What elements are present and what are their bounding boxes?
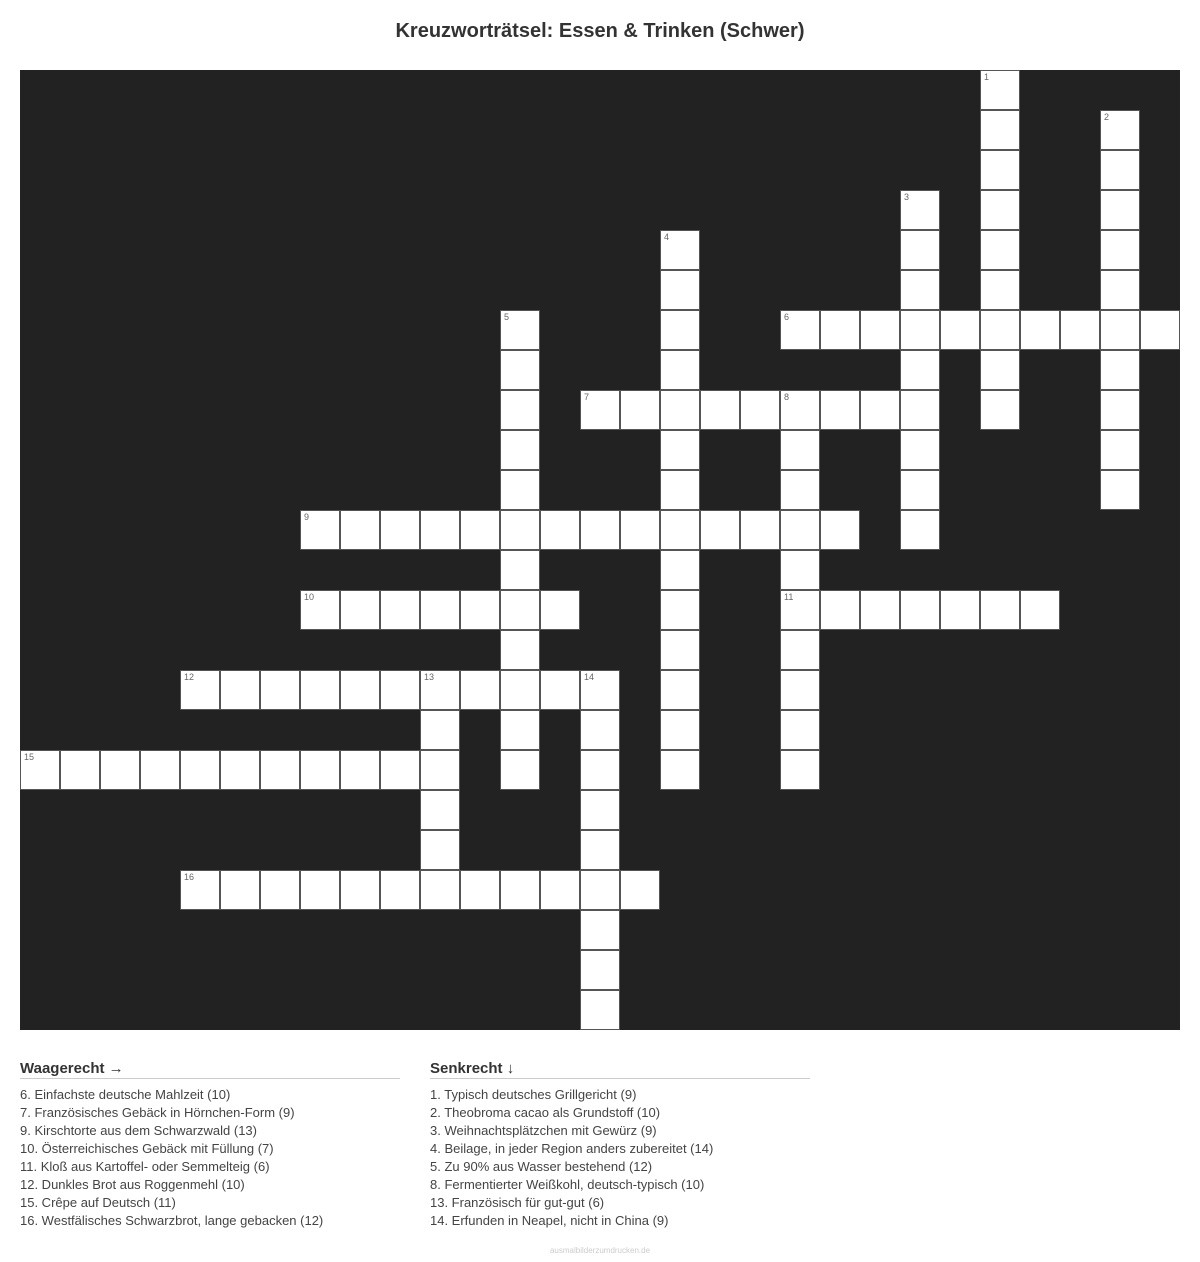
- clue-number: 10: [304, 592, 315, 602]
- crossword-cell[interactable]: [340, 510, 380, 550]
- crossword-cell[interactable]: [540, 870, 580, 910]
- crossword-cell[interactable]: [580, 390, 620, 430]
- crossword-cell[interactable]: [220, 750, 260, 790]
- crossword-cell[interactable]: [580, 950, 620, 990]
- clue-number: 13: [424, 672, 435, 682]
- crossword-cell[interactable]: [580, 790, 620, 830]
- crossword-cell[interactable]: [420, 590, 460, 630]
- crossword-cell[interactable]: [1100, 270, 1140, 310]
- crossword-cell[interactable]: [980, 150, 1020, 190]
- down-clue: 2. Theobroma cacao als Grundstoff (10): [430, 1105, 661, 1120]
- crossword-cell[interactable]: [980, 590, 1020, 630]
- crossword-cell[interactable]: [340, 870, 380, 910]
- clue-number: 7: [584, 392, 590, 402]
- crossword-cell[interactable]: [980, 310, 1020, 350]
- clue-number: 8: [784, 392, 790, 402]
- crossword-cell[interactable]: [1100, 190, 1140, 230]
- crossword-cell[interactable]: [620, 510, 660, 550]
- crossword-cell[interactable]: [500, 670, 540, 710]
- crossword-cell[interactable]: [220, 670, 260, 710]
- crossword-cell[interactable]: [900, 430, 940, 470]
- crossword-cell[interactable]: [340, 750, 380, 790]
- clue-number: 2: [1104, 112, 1110, 122]
- across-clue: 7. Französisches Gebäck in Hörnchen-Form (9): [20, 1105, 295, 1120]
- crossword-cell[interactable]: [660, 710, 700, 750]
- across-clue: 10. Österreichisches Gebäck mit Füllung (7): [20, 1141, 274, 1156]
- crossword-cell[interactable]: [1100, 430, 1140, 470]
- crossword-cell[interactable]: [860, 590, 900, 630]
- crossword-cell[interactable]: [500, 750, 540, 790]
- crossword-cell[interactable]: [500, 470, 540, 510]
- crossword-cell[interactable]: [260, 750, 300, 790]
- clue-number: 9: [304, 512, 310, 522]
- crossword-cell[interactable]: [420, 790, 460, 830]
- crossword-cell[interactable]: [260, 670, 300, 710]
- crossword-cell[interactable]: [660, 630, 700, 670]
- crossword-cell[interactable]: [660, 470, 700, 510]
- crossword-cell[interactable]: [580, 910, 620, 950]
- crossword-cell[interactable]: [300, 670, 340, 710]
- crossword-cell[interactable]: [140, 750, 180, 790]
- crossword-cell[interactable]: [780, 470, 820, 510]
- crossword-cell[interactable]: [740, 510, 780, 550]
- crossword-cell[interactable]: [620, 390, 660, 430]
- crossword-cell[interactable]: [660, 310, 700, 350]
- crossword-cell[interactable]: [500, 550, 540, 590]
- crossword-cell[interactable]: [500, 870, 540, 910]
- crossword-cell[interactable]: [580, 870, 620, 910]
- across-clue: 16. Westfälisches Schwarzbrot, lange gebacken (12): [20, 1213, 324, 1228]
- crossword-cell[interactable]: [540, 670, 580, 710]
- crossword-cell[interactable]: [780, 590, 820, 630]
- crossword-grid: [20, 70, 1180, 1030]
- crossword-cell[interactable]: [900, 350, 940, 390]
- crossword-cell[interactable]: [900, 590, 940, 630]
- crossword-cell[interactable]: [180, 670, 220, 710]
- crossword-cell[interactable]: [300, 750, 340, 790]
- crossword-cell[interactable]: [660, 230, 700, 270]
- crossword-cell[interactable]: [1100, 350, 1140, 390]
- crossword-cell[interactable]: [1020, 310, 1060, 350]
- crossword-cell[interactable]: [500, 590, 540, 630]
- crossword-cell[interactable]: [660, 350, 700, 390]
- across-clue: 11. Kloß aus Kartoffel- oder Semmelteig (6): [20, 1159, 270, 1174]
- clue-number: 11: [784, 592, 794, 602]
- across-clues: [20, 1060, 400, 1230]
- crossword-cell[interactable]: [500, 390, 540, 430]
- across-clue: 12. Dunkles Brot aus Roggenmehl (10): [20, 1177, 245, 1192]
- crossword-cell[interactable]: [1020, 590, 1060, 630]
- crossword-cell[interactable]: [460, 670, 500, 710]
- crossword-cell[interactable]: [420, 710, 460, 750]
- across-clue: 15. Crêpe auf Deutsch (11): [20, 1195, 176, 1210]
- across-clue: 9. Kirschtorte aus dem Schwarzwald (13): [20, 1123, 257, 1138]
- crossword-cell[interactable]: [820, 510, 860, 550]
- crossword-cell[interactable]: [500, 510, 540, 550]
- clue-number: 3: [904, 192, 910, 202]
- crossword-cell[interactable]: [980, 110, 1020, 150]
- clue-number: 4: [664, 232, 670, 242]
- crossword-cell[interactable]: [380, 870, 420, 910]
- crossword-cell[interactable]: [980, 230, 1020, 270]
- crossword-cell[interactable]: [460, 590, 500, 630]
- down-clues: [430, 1060, 810, 1230]
- crossword-cell[interactable]: [660, 430, 700, 470]
- crossword-cell[interactable]: [780, 310, 820, 350]
- clue-number: 6: [784, 312, 790, 322]
- crossword-cell[interactable]: [380, 670, 420, 710]
- crossword-cell[interactable]: [20, 750, 60, 790]
- crossword-cell[interactable]: [900, 230, 940, 270]
- crossword-cell[interactable]: [220, 870, 260, 910]
- crossword-cell[interactable]: [540, 510, 580, 550]
- crossword-cell[interactable]: [580, 510, 620, 550]
- clue-number: 14: [584, 672, 595, 682]
- crossword-cell[interactable]: [700, 510, 740, 550]
- clue-number: 16: [184, 872, 195, 882]
- crossword-cell[interactable]: [420, 510, 460, 550]
- footer-credit: ausmalbilderzumdrucken.de: [549, 1246, 651, 1255]
- crossword-cell[interactable]: [660, 550, 700, 590]
- crossword-cell[interactable]: [580, 830, 620, 870]
- crossword-cell[interactable]: [300, 510, 340, 550]
- crossword-cell[interactable]: [780, 710, 820, 750]
- crossword-cell[interactable]: [860, 390, 900, 430]
- crossword-cell[interactable]: [820, 590, 860, 630]
- crossword-cell[interactable]: [980, 190, 1020, 230]
- crossword-cell[interactable]: [660, 750, 700, 790]
- crossword-cell[interactable]: [660, 510, 700, 550]
- crossword-cell[interactable]: [900, 190, 940, 230]
- crossword-cell[interactable]: [460, 510, 500, 550]
- crossword-cell[interactable]: [660, 390, 700, 430]
- down-clue: 3. Weihnachtsplätzchen mit Gewürz (9): [430, 1123, 657, 1138]
- crossword-cell[interactable]: [780, 750, 820, 790]
- crossword-cell[interactable]: [900, 390, 940, 430]
- across-clue: 6. Einfachste deutsche Mahlzeit (10): [20, 1087, 231, 1102]
- clue-number: 15: [24, 752, 35, 762]
- crossword-cell[interactable]: [780, 670, 820, 710]
- crossword-cell[interactable]: [500, 430, 540, 470]
- crossword-cell[interactable]: [500, 630, 540, 670]
- clue-number: 12: [184, 672, 195, 682]
- crossword-cell[interactable]: [1060, 310, 1100, 350]
- crossword-cell[interactable]: [500, 310, 540, 350]
- crossword-cell[interactable]: [780, 390, 820, 430]
- crossword-cell[interactable]: [580, 670, 620, 710]
- down-clue: 5. Zu 90% aus Wasser bestehend (12): [430, 1159, 653, 1174]
- crossword-cell[interactable]: [740, 390, 780, 430]
- crossword-cell[interactable]: [860, 310, 900, 350]
- crossword-cell[interactable]: [780, 510, 820, 550]
- crossword-cell[interactable]: [580, 710, 620, 750]
- crossword-cell[interactable]: [780, 430, 820, 470]
- crossword-cell[interactable]: [340, 590, 380, 630]
- crossword-cell[interactable]: [300, 590, 340, 630]
- crossword-cell[interactable]: [660, 670, 700, 710]
- crossword-cell[interactable]: [940, 310, 980, 350]
- crossword-cell[interactable]: [460, 870, 500, 910]
- crossword-cell[interactable]: [900, 470, 940, 510]
- crossword-cell[interactable]: [380, 590, 420, 630]
- crossword-cell[interactable]: [260, 870, 300, 910]
- down-clue: 1. Typisch deutsches Grillgericht (9): [430, 1087, 637, 1102]
- crossword-cell[interactable]: [500, 350, 540, 390]
- crossword-cell[interactable]: [1100, 390, 1140, 430]
- crossword-cell[interactable]: [100, 750, 140, 790]
- crossword-cell[interactable]: [660, 270, 700, 310]
- crossword-cell[interactable]: [780, 630, 820, 670]
- clue-number: 1: [984, 72, 990, 82]
- down-clue: 4. Beilage, in jeder Region anders zubereitet (14): [430, 1141, 714, 1156]
- across-heading: Waagerecht →: [20, 1060, 400, 1079]
- page-title: Kreuzworträtsel: Essen & Trinken (Schwer): [395, 20, 805, 42]
- crossword-cell[interactable]: [1100, 150, 1140, 190]
- crossword-cell[interactable]: [380, 750, 420, 790]
- crossword-cell[interactable]: [420, 870, 460, 910]
- crossword-cell[interactable]: [1100, 310, 1140, 350]
- down-clue: 8. Fermentierter Weißkohl, deutsch-typisch (10): [430, 1177, 705, 1192]
- crossword-cell[interactable]: [580, 750, 620, 790]
- crossword-cell[interactable]: [1100, 230, 1140, 270]
- down-clue: 14. Erfunden in Neapel, nicht in China (9): [430, 1213, 669, 1228]
- crossword-cell[interactable]: [620, 870, 660, 910]
- crossword-cell[interactable]: [420, 830, 460, 870]
- crossword-cell[interactable]: [980, 390, 1020, 430]
- crossword-cell[interactable]: [940, 590, 980, 630]
- crossword-cell[interactable]: [1140, 310, 1180, 350]
- crossword-cell[interactable]: [1100, 470, 1140, 510]
- crossword-cell[interactable]: [700, 390, 740, 430]
- crossword-cell[interactable]: [900, 310, 940, 350]
- down-heading: Senkrecht ↓: [430, 1060, 810, 1079]
- crossword-cell[interactable]: [980, 350, 1020, 390]
- crossword-cell[interactable]: [180, 870, 220, 910]
- crossword-cell[interactable]: [980, 70, 1020, 110]
- crossword-cell[interactable]: [900, 270, 940, 310]
- crossword-cell[interactable]: [820, 390, 860, 430]
- crossword-cell[interactable]: [660, 590, 700, 630]
- crossword-cell[interactable]: [820, 310, 860, 350]
- crossword-cell[interactable]: [300, 870, 340, 910]
- crossword-cell[interactable]: [900, 510, 940, 550]
- clue-number: 5: [504, 312, 510, 322]
- crossword-cell[interactable]: [540, 590, 580, 630]
- crossword-cell[interactable]: [1100, 110, 1140, 150]
- crossword-cell[interactable]: [340, 670, 380, 710]
- crossword-cell[interactable]: [60, 750, 100, 790]
- crossword-cell[interactable]: [180, 750, 220, 790]
- down-clue: 13. Französisch für gut-gut (6): [430, 1195, 605, 1210]
- crossword-cell[interactable]: [420, 670, 460, 710]
- crossword-cell[interactable]: [380, 510, 420, 550]
- crossword-cell[interactable]: [780, 550, 820, 590]
- crossword-cell[interactable]: [580, 990, 620, 1030]
- crossword-cell[interactable]: [500, 710, 540, 750]
- crossword-cell[interactable]: [980, 270, 1020, 310]
- crossword-cell[interactable]: [420, 750, 460, 790]
